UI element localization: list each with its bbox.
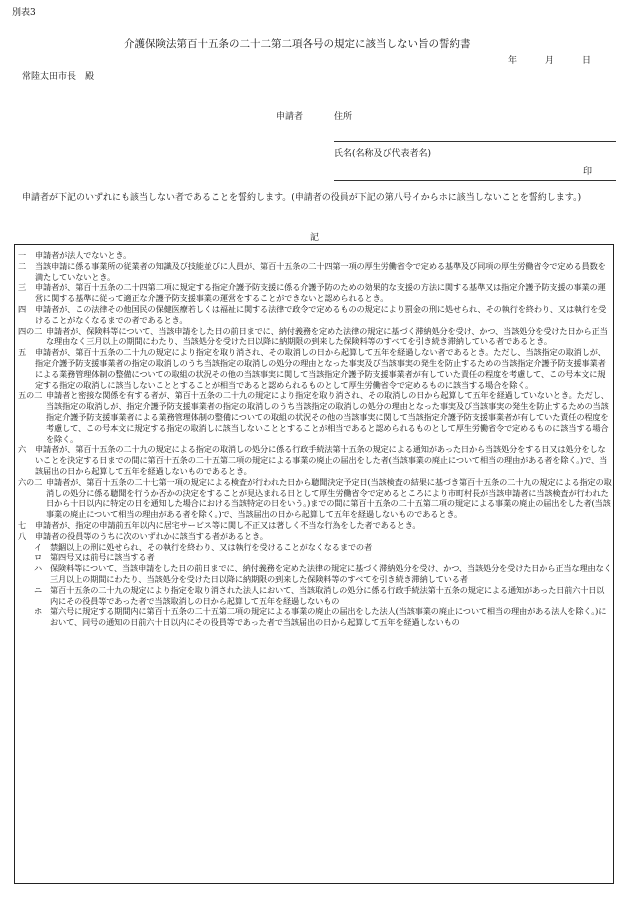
item-number: 五の二	[18, 390, 43, 401]
subitem-number: ロ	[34, 552, 43, 563]
list-item	[18, 520, 612, 531]
item-number: 六の二	[18, 476, 43, 487]
list-item	[18, 282, 612, 304]
applicant-label: 申請者	[276, 112, 304, 122]
document-title: 介護保険法第百十五条の二十二第二項各号の規定に該当しない旨の誓約書	[124, 38, 471, 50]
list-item	[18, 250, 612, 261]
seal-label: 印	[583, 167, 593, 177]
subitem-text: 第四号又は前号に該当する者	[50, 552, 155, 563]
item-text: 申請者が、第百十五条の二十九の規定による指定の取消しの処分に係る行政手続法第十五条の規定による通知があった日から当該処分をする日又は処分をしないことを決定する日までの間に第百十五条の二十五第二項の規定による事業の廃止の届出をした者(当該事業の廃止について相当の理由がある者を除く。)で、当該届出の日から起算して五年を経過しないものであるとき。	[35, 444, 608, 476]
subitem-text: 禁錮以上の刑に処せられ、その執行を終わり、又は執行を受けることがなくなるまでの者	[50, 541, 372, 552]
date-year: 年	[508, 56, 518, 66]
sub-list-item	[18, 552, 612, 563]
item-number: 四の二	[18, 325, 43, 336]
item-text: 申請者が、第百十五条の二十九の規定により指定を取り消され、その取消しの日から起算して五年を経過しない者であるとき。ただし、当該指定の取消しが、指定介護予防支援事業者の指定の取消しのうち当該指定の取消しの処分の理由となった事実及び当該事実の発生を防止するための当該指定介護予防支援事業者による業務管理体制の整備についての取組の状況その他の当該事実に関して当該指定介護予防支援事業者が有していた責任の程度を考慮して、この号本文に規定する指定の取消しに該当しないこととすることが相当であると認められるものとして厚生労働省令で定めるものに該当する場合を除く。	[35, 347, 606, 390]
item-text: 申請者と密接な関係を有する者が、第百十五条の二十九の規定により指定を取り消され、その取消しの日から起算して五年を経過していないとき。ただし、当該指定の取消しが、指定介護予防支援事業者の指定の取消しのうち当該指定の取消しの処分の理由となった事実及び当該事実の発生を防止するための当該指定介護予防支援事業者による業務管理体制の整備についての取組の状況その他の当該事実に関して当該指定介護予防支援事業者が有していた責任の程度を考慮して、この号本文に規定する指定の取消しに該当しないこととすることが相当であると認められるものとして厚生労働省令で定めるものに該当する場合を除く。	[46, 390, 609, 444]
item-text: 申請者の役員等のうちに次のいずれかに該当する者があるとき。	[35, 530, 268, 541]
list-item	[18, 390, 612, 444]
item-number: 一	[18, 250, 27, 260]
list-item	[18, 477, 612, 520]
item-text: 申請者が、この法律その他国民の保健医療若しくは福祉に関する法律で政令で定めるものの規定により罰金の刑に処せられ、その執行を終わり、又は執行を受けることがなくなるまでの者であるとき。	[35, 303, 607, 325]
item-text: 申請者が、保険料等について、当該申請をした日の前日までに、納付義務を定めた法律の規定に基づく滞納処分を受け、かつ、当該処分を受けた日から正当な理由なく三月以上の期間にわたり、当該処分を受けた日以降に納期限の到来した保険料等のすべてを引き続き滞納している者であるとき。	[46, 325, 608, 347]
sub-list-item	[18, 606, 612, 628]
item-number: 七	[18, 519, 27, 530]
item-number: 八	[18, 530, 27, 541]
item-number: 三	[18, 282, 27, 293]
item-text: 申請者が、第百十五条の二十四第二項に規定する指定介護予防支援に係る介護予防のための効果的な支援の方法に関する基準又は指定介護予防支援の事業の運営に関する基準に従って適正な介護予防支援事業の運営をすることができないと認められるとき。	[35, 282, 606, 304]
name-label: 氏名(名称及び代表者名)	[334, 149, 432, 159]
name-underline	[334, 180, 616, 181]
list-item	[18, 261, 612, 283]
conditions-list	[18, 250, 612, 628]
date-month: 月	[545, 56, 555, 66]
subitem-text: 第百十五条の二十九の規定により指定を取り消された法人において、当該取消しの処分に係る行政手続法第十五条の規定による通知があった日前六十日以内にその役員等であった者で当該取消しの日から起算して五年を経過しないもの	[50, 584, 605, 606]
subitem-text: 保険料等について、当該申請をした日の前日までに、納付義務を定めた法律の規定に基づく滞納処分を受け、かつ、当該処分を受けた日から正当な理由なく三月以上の期間にわたり、当該処分を受けた日以降に納期限の到来した保険料等のすべてを引き続き滞納している者	[50, 563, 612, 584]
item-number: 四	[18, 303, 27, 314]
list-item	[18, 304, 612, 326]
address-label: 住所	[334, 112, 353, 122]
table-label: 別表3	[12, 8, 36, 18]
item-number: 二	[18, 260, 27, 271]
item-number: 五	[18, 347, 27, 358]
list-item	[18, 347, 612, 390]
item-number: 六	[18, 444, 27, 455]
item-text: 申請者が法人でないとき。	[35, 250, 132, 260]
sub-list-item	[18, 563, 612, 585]
ki-heading: 記	[310, 233, 320, 243]
sub-list-item	[18, 542, 612, 553]
pledge-statement: 申請者が下記のいずれにも該当しない者であることを誓約します。(申請者の役員が下記の第八号イからホに該当しないことを誓約します。)	[22, 193, 582, 203]
subitem-number: ニ	[34, 584, 43, 595]
subitem-number: ハ	[34, 563, 43, 574]
list-item	[18, 531, 612, 542]
item-text: 申請者が、第百十五条の二十七第一項の規定による検査が行われた日から聴聞決定予定日(当該検査の結果に基づき第百十五条の二十九の規定による指定の取消しの処分に係る聴聞を行うか否かの決定をすることが見込まれる日として厚生労働省令で定めるところにより市町村長が当該申請者に当該検査が行われた日から十日以内に特定の日を通知した場合における当該特定の日をいう。)までの間に第百十五条の二十五第二項の規定による事業の廃止の届出をした者(当該事業の廃止について相当の理由がある者を除く。)で、当該届出の日から起算して五年を経過しないものであるとき。	[46, 476, 612, 520]
addressee: 常陸太田市長 殿	[22, 72, 95, 82]
subitem-text: 第六号に規定する期間内に第百十五条の二十五第二項の規定による事業の廃止の届出をした法人(当該事業の廃止について相当の理由がある法人を除く。)において、同号の通知の日前六十日以内にその役員等であった者で当該届出の日から起算して五年を経過しないもの	[50, 606, 607, 628]
subitem-number: イ	[34, 541, 43, 552]
address-underline	[334, 141, 616, 142]
item-text: 申請者が、指定の申請前五年以内に居宅サービス等に関し不正又は著しく不当な行為をした者であるとき。	[35, 519, 421, 530]
item-text: 当該申請に係る事業所の従業者の知識及び技能並びに人員が、第百十五条の二十四第一項の厚生労働省令で定める基準及び同項の厚生労働省令で定める員数を満たしていないとき。	[35, 260, 606, 282]
list-item	[18, 444, 612, 476]
subitem-number: ホ	[34, 606, 43, 617]
list-item	[18, 326, 612, 348]
sub-list-item	[18, 585, 612, 607]
date-day: 日	[582, 56, 592, 66]
